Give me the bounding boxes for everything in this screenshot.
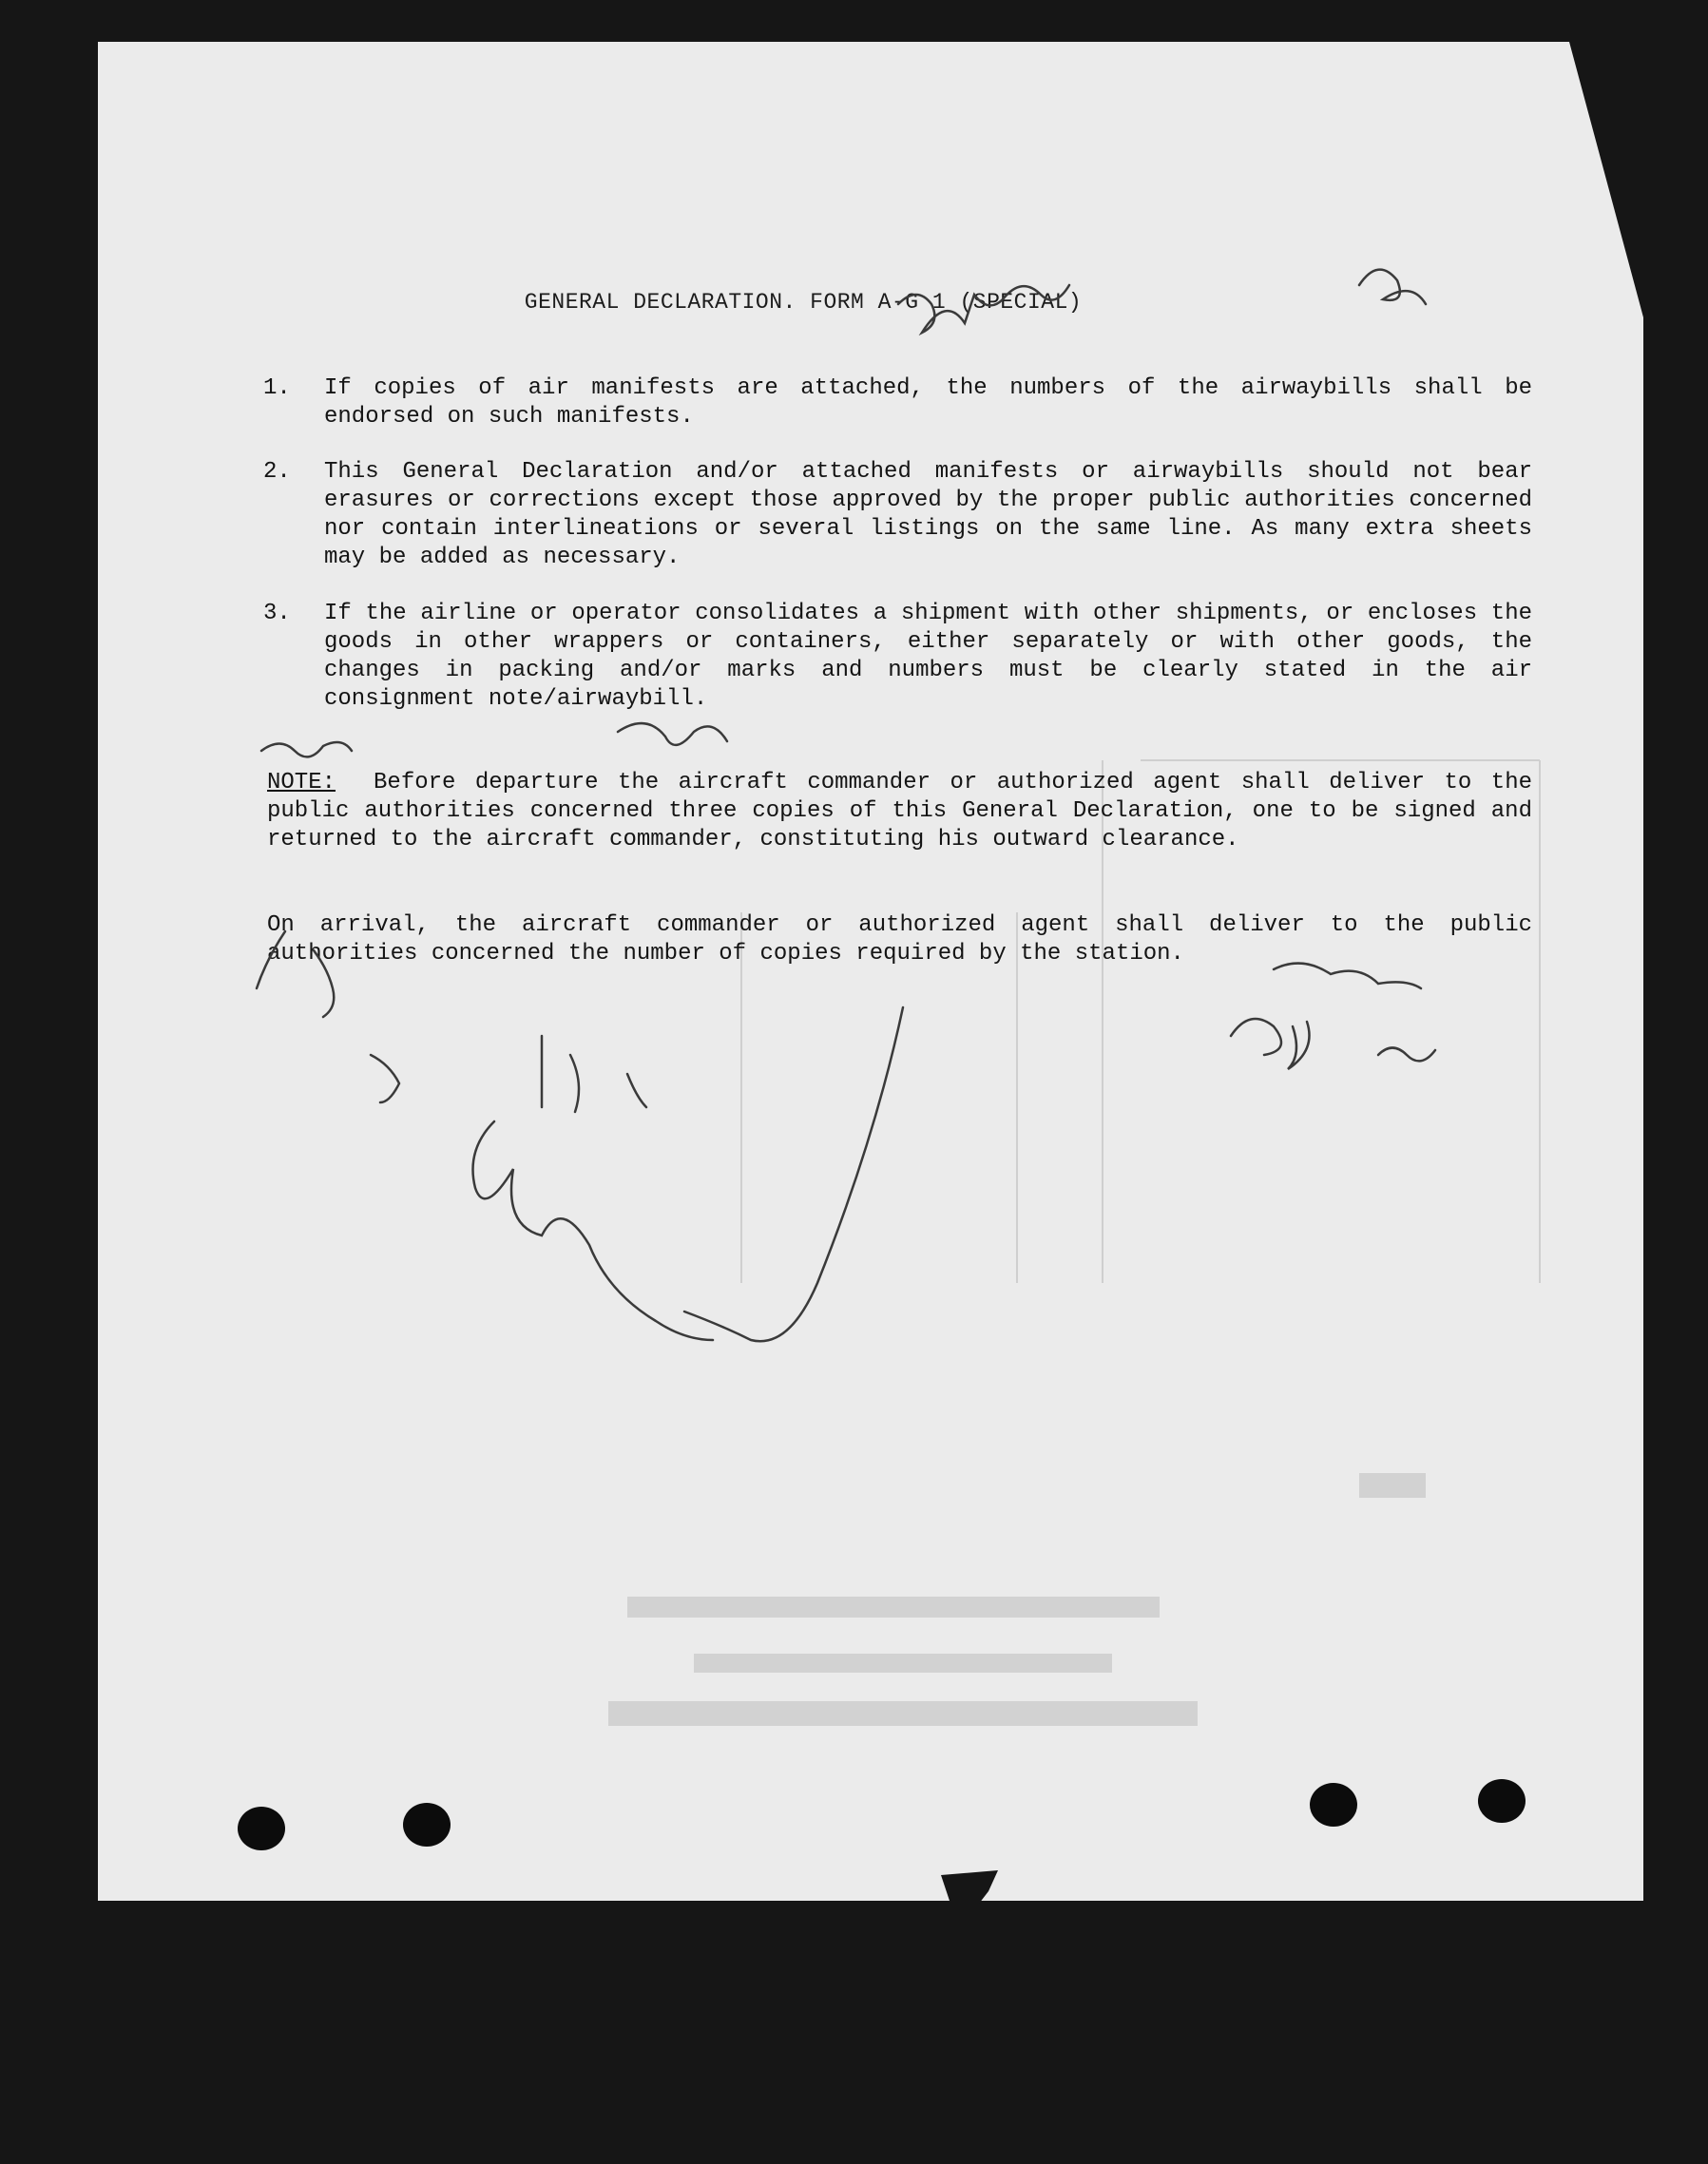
item-number: 1. xyxy=(263,375,291,401)
document-title: GENERAL DECLARATION. FORM A-G 1 (SPECIAL) xyxy=(524,290,1083,315)
note-text: Before departure the aircraft commander or authorized agent shall deliver to the public authorities concerned three copies of this General Declaration, one to be signed and returned to the aircraft commander, constituting his outward clearance. xyxy=(267,770,1532,852)
note-label: NOTE: xyxy=(267,770,336,795)
item-number: 2. xyxy=(263,459,291,485)
item-text: This General Declaration and/or attached manifests or airwaybills should not bear erasures or corrections except those approved by the proper public authorities concerned nor contain interlineations or several listings on the same line. As many extra sheets may be added as necessary. xyxy=(324,459,1532,570)
item-text: If the airline or operator consolidates a shipment with other shipments, or encloses the goods in other wrappers or containers, either separately or with other goods, the changes in packing and/or marks and numbers must be clearly stated in the air consignment note/airwaybill. xyxy=(324,601,1532,712)
item-text: If copies of air manifests are attached, the numbers of the airwaybills shall be endorsed on such manifests. xyxy=(324,375,1532,430)
arrival-paragraph: On arrival, the aircraft commander or authorized agent shall deliver to the public authorities concerned the number of copies required by the station. xyxy=(267,912,1532,967)
item-number: 3. xyxy=(263,601,291,626)
